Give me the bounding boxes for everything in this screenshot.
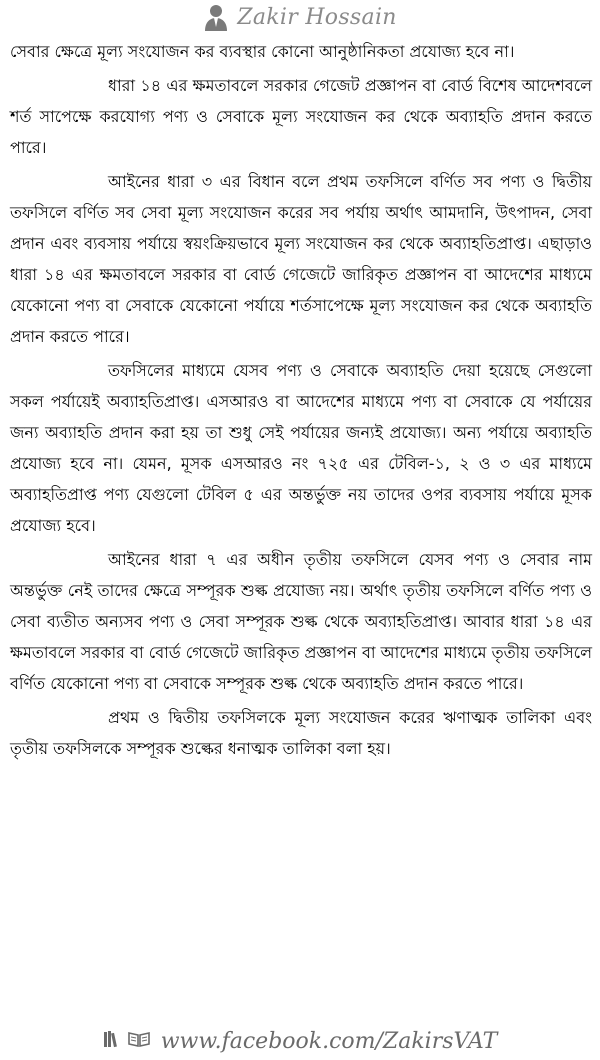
paragraph: তফসিলের মাধ্যমে যেসব পণ্য ও সেবাকে অব্যাহতি দেয়া হয়েছে সেগুলো সকল পর্যায়েই অব্যাহতিপ্রাপ্ত। এসআরও বা আদেশের মাধ্যমে পণ্য বা সেবাকে যে পর্যায়ের জন্য অব্যাহতি প্রদান করা হয় তা শুধু সেই পর্যায়ের জন্যই প্রযোজ্য। অন্য পর্যায়ে অব্যাহতি প্রযোজ্য হবে না। যেমন, মূসক এসআরও নং ৭২৫ এর টেবিল-১, ২ ও ৩ এর মাধ্যমে অব্যাহতিপ্রাপ্ত পণ্য যেগুলো টেবিল ৫ এর অন্তর্ভুক্ত নয় তাদের ওপর ব্যবসায় পর্যায়ে মূসক প্রযোজ্য হবে। xyxy=(10,361,592,535)
open-book-icon xyxy=(127,1029,151,1053)
page-footer xyxy=(0,1022,600,1060)
person-icon xyxy=(203,3,229,31)
page-header xyxy=(0,0,600,34)
paragraph: সেবার ক্ষেত্রে মূল্য সংযোজন কর ব্যবস্থার কোনো আনুষ্ঠানিকতা প্রযোজ্য হবে না। xyxy=(10,42,515,61)
document-body xyxy=(10,36,592,767)
paragraph: প্রথম ও দ্বিতীয় তফসিলকে মূল্য সংযোজন করের ঋণাত্মক তালিকা এবং তৃতীয় তফসিলকে সম্পূরক শুল্কের ধনাত্মক তালিকা বলা হয়। xyxy=(10,708,592,758)
facebook-url-link[interactable]: www.facebook.com/ZakirsVAT xyxy=(160,1028,498,1054)
paragraph: ধারা ১৪ এর ক্ষমতাবলে সরকার গেজেট প্রজ্ঞাপন বা বোর্ড বিশেষ আদেশবলে শর্ত সাপেক্ষে করযোগ্য পণ্য ও সেবাকে মূল্য সংযোজন কর থেকে অব্যাহতি প্রদান করতে পারে। xyxy=(10,76,592,157)
paragraph: আইনের ধারা ৭ এর অধীন তৃতীয় তফসিলে যেসব পণ্য ও সেবার নাম অন্তর্ভুক্ত নেই তাদের ক্ষেত্রে সম্পূরক শুল্ক প্রযোজ্য নয়। অর্থাৎ তৃতীয় তফসিলে বর্ণিত পণ্য ও সেবা ব্যতীত অন্যসব পণ্য ও সেবা সম্পূরক শুল্ক থেকে অব্যাহতিপ্রাপ্ত। আবার ধারা ১৪ এর ক্ষমতাবলে সরকার বা বোর্ড গেজেটে জারিকৃত প্রজ্ঞাপন বা আদেশের মাধ্যমে তৃতীয় তফসিলে বর্ণিত যেকোনো পণ্য বা সেবাকে সম্পূরক শুল্ক থেকে অব্যাহতি প্রদান করতে পারে। xyxy=(10,550,592,693)
author-name: Zakir Hossain xyxy=(237,4,397,30)
books-icon xyxy=(103,1029,123,1053)
paragraph: আইনের ধারা ৩ এর বিধান বলে প্রথম তফসিলে বর্ণিত সব পণ্য ও দ্বিতীয় তফসিলে বর্ণিত সব সেবা মূল্য সংযোজন করের সব পর্যায় অর্থাৎ আমদানি, উৎপাদন, সেবা প্রদান এবং ব্যবসায় পর্যায়ে স্বয়ংক্রিয়ভাবে মূল্য সংযোজন কর থেকে অব্যাহতিপ্রাপ্ত। এছাড়াও ধারা ১৪ এর ক্ষমতাবলে সরকার বা বোর্ড গেজেটে জারিকৃত প্রজ্ঞাপন বা আদেশের মাধ্যমে যেকোনো পণ্য বা সেবাকে যেকোনো পর্যায়ে শর্তসাপেক্ষে মূল্য সংযোজন কর থেকে অব্যাহতি প্রদান করতে পারে। xyxy=(10,172,592,346)
